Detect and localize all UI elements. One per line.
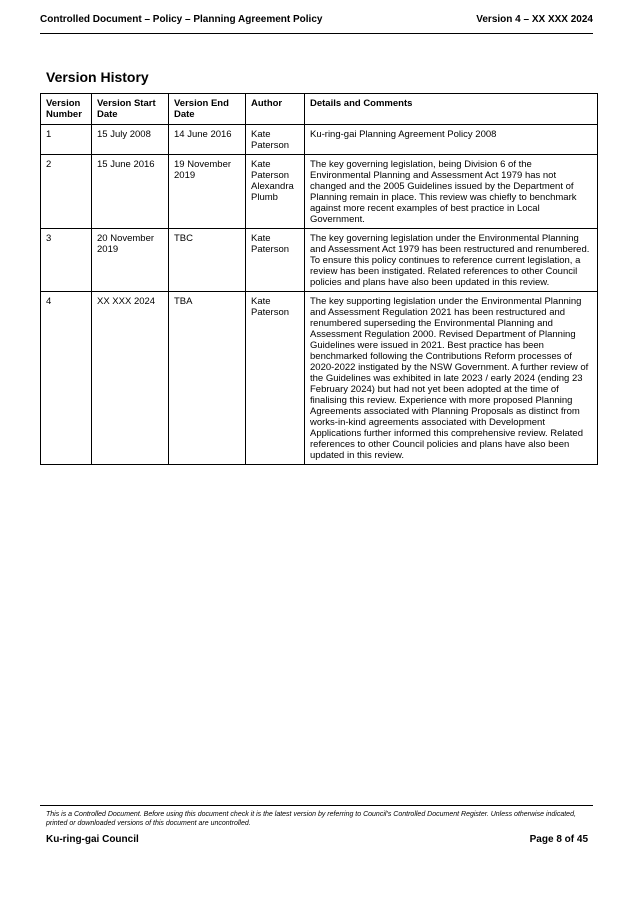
header-version-number: Version Number — [41, 94, 92, 125]
cell-version-number: 4 — [41, 292, 92, 465]
page-footer — [46, 834, 588, 845]
footer-divider — [40, 805, 593, 806]
cell-author: Kate Paterson — [246, 229, 305, 292]
cell-details: The key governing legislation, being Division 6 of the Environmental Planning and Assessment Act 1979 has not changed and the 2005 Guidelines issued by the Department of Planning remain in place. This review was chiefly to benchmark against more recent examples of best practice in Local Government. — [305, 155, 598, 229]
cell-start-date: 20 November 2019 — [92, 229, 169, 292]
cell-end-date: TBA — [169, 292, 246, 465]
controlled-document-disclaimer: This is a Controlled Document. Before using this document check it is the latest version by referring to Council’s Controlled Document Register. Unless otherwise indicated, printed or downloaded versions of this document are uncontrolled. — [46, 811, 576, 827]
page-header — [40, 14, 593, 34]
cell-end-date: 14 June 2016 — [169, 125, 246, 155]
cell-end-date: TBC — [169, 229, 246, 292]
cell-details: The key governing legislation under the Environmental Planning and Assessment Act 1979 has been restructured and renumbered. To ensure this policy continues to reference current legislation, a review has been instigated. Related references to other Council policies and plans have also been updated in this review. — [305, 229, 598, 292]
cell-version-number: 2 — [41, 155, 92, 229]
table-row — [41, 229, 598, 292]
table-row — [41, 292, 598, 465]
table-row — [41, 125, 598, 155]
cell-author: Kate Paterson — [246, 125, 305, 155]
cell-start-date: XX XXX 2024 — [92, 292, 169, 465]
cell-start-date: 15 June 2016 — [92, 155, 169, 229]
cell-details: Ku-ring-gai Planning Agreement Policy 2008 — [305, 125, 598, 155]
table-row — [41, 155, 598, 229]
cell-details: The key supporting legislation under the Environmental Planning and Assessment Regulation 2021 has been restructured and renumbered superseding the Environmental Planning and Assessment Regulation 2000. Revised Department of Planning Guidelines were issued in 2021. Best practice has been benchmarked following the Contributions Reform processes of 2020-2022 instigated by the NSW Government. A further review of the Guidelines was exhibited in late 2023 / early 2024 (ending 23 February 2024) but had not yet been adopted at the time of finalising this review. Experience with more proposed Planning Agreements associated with Planning Proposals as distinct from works-in-kind agreements associated with Development Applications further informed this comprehensive review. Related references to other Council policies and plans have also been updated in this review. — [305, 292, 598, 465]
document-title: Controlled Document – Policy – Planning Agreement Policy — [40, 14, 323, 25]
cell-author: Kate Paterson — [246, 292, 305, 465]
cell-author: Kate Paterson Alexandra Plumb — [246, 155, 305, 229]
version-history-table — [40, 93, 598, 465]
header-version-start-date: Version Start Date — [92, 94, 169, 125]
header-author: Author — [246, 94, 305, 125]
table-header-row — [41, 94, 598, 125]
page-number: Page 8 of 45 — [529, 834, 588, 845]
header-version-end-date: Version End Date — [169, 94, 246, 125]
document-version: Version 4 – XX XXX 2024 — [476, 14, 593, 25]
cell-version-number: 3 — [41, 229, 92, 292]
cell-start-date: 15 July 2008 — [92, 125, 169, 155]
organisation-name: Ku-ring-gai Council — [46, 834, 139, 845]
cell-version-number: 1 — [41, 125, 92, 155]
header-details: Details and Comments — [305, 94, 598, 125]
section-title: Version History — [46, 69, 149, 85]
cell-end-date: 19 November 2019 — [169, 155, 246, 229]
